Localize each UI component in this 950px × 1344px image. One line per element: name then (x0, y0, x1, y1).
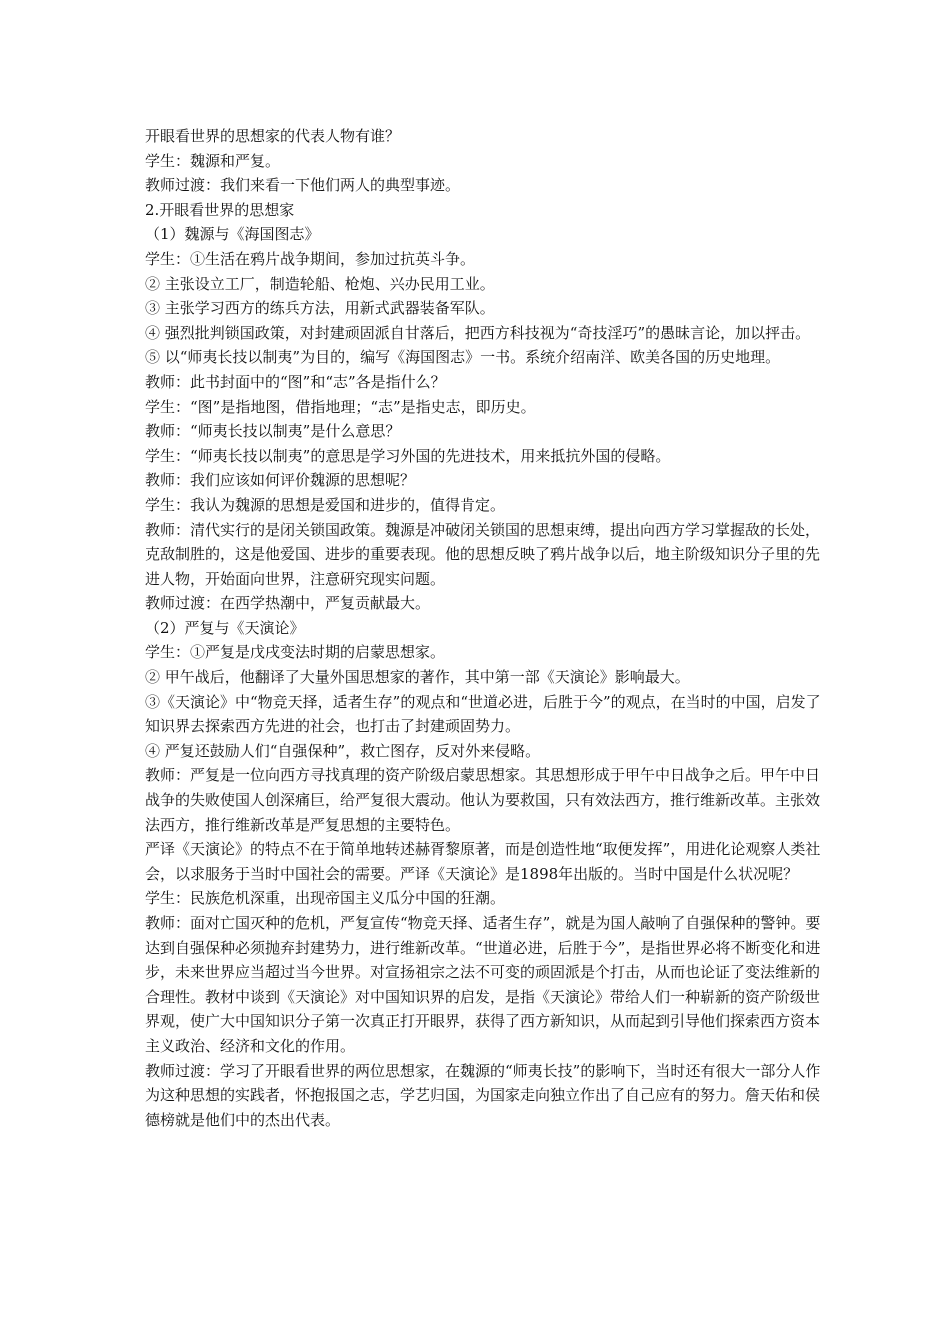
teacher-transition: 教师过渡：学习了开眼看世界的两位思想家，在魏源的“师夷长技”的影响下，当时还有很大一部分人作为这种思想的实践者，怀抱报国之志，学艺归国，为国家走向独立作出了自己应有的努力。詹天佑和侯德榜就是他们中的杰出代表。 (145, 1061, 821, 1129)
student-answer: 学生：“师夷长技以制夷”的意思是学习外国的先进技术，用来抵抗外国的侵略。 (145, 446, 671, 465)
teacher-question: 教师：此书封面中的“图”和“志”各是指什么？ (145, 372, 446, 391)
student-point-3: ③ 主张学习西方的练兵方法，用新式武器装备军队。 (145, 299, 495, 318)
document-body (145, 124, 825, 1132)
teacher-explanation: 教师：清代实行的是闭关锁国政策。魏源是冲破闭关锁国的思想束缚，提出向西方学习掌握敌的长处，克敌制胜的，这是他爱国、进步的重要表现。他的思想反映了鸦片战争以后，地主阶级知识分子里的先进人物，开始面向世界，注意研究现实问题。 (145, 520, 821, 588)
student-point-1: 学生：①生活在鸦片战争期间，参加过抗英斗争。 (145, 249, 476, 268)
teacher-explanation: 教师：严复是一位向西方寻找真理的资产阶级启蒙思想家。其思想形成于甲午中日战争之后。甲午中日战争的失败使国人创深痛巨，给严复很大震动。他认为要救国，只有效法西方，推行维新改革。主张效法西方，推行维新改革是严复思想的主要特色。 (145, 766, 821, 834)
teacher-question: 教师：“师夷长技以制夷”是什么意思？ (145, 422, 401, 441)
student-answer: 学生：民族危机深重，出现帝国主义瓜分中国的狂潮。 (145, 889, 506, 908)
student-point-2: ② 甲午战后，他翻译了大量外国思想家的著作，其中第一部《天演论》影响最大。 (145, 668, 690, 687)
section-heading: 2.开眼看世界的思想家 (145, 200, 295, 219)
student-point-2: ② 主张设立工厂，制造轮船、枪炮、兴办民用工业。 (145, 274, 495, 293)
question-line: 开眼看世界的思想家的代表人物有谁？ (145, 127, 401, 145)
student-answer: 学生：我认为魏源的思想是爱国和进步的，值得肯定。 (145, 495, 506, 514)
teacher-transition: 教师过渡：我们来看一下他们两人的典型事迹。 (145, 176, 461, 195)
student-point-1: 学生：①严复是戊戌变法时期的启蒙思想家。 (145, 643, 446, 662)
subsection-heading-weiyuan: （1）魏源与《海国图志》 (145, 225, 320, 244)
subsection-heading-yanfu: （2）严复与《天演论》 (145, 618, 305, 637)
paragraph: 严译《天演论》的特点不在于简单地转述赫胥黎原著，而是创造性地“取便发挥”，用进化论观察人类社会，以求服务于当时中国社会的需要。严译《天演论》是1898年出版的。当时中国是什么状况呢？ (145, 840, 821, 883)
student-answer: 学生：魏源和严复。 (145, 151, 281, 170)
student-point-5: ⑤ 以“师夷长技以制夷”为目的，编写《海国图志》一书。系统介绍南洋、欧美各国的历史地理。 (145, 348, 781, 367)
teacher-transition: 教师过渡：在西学热潮中，严复贡献最大。 (145, 594, 431, 613)
student-answer: 学生：“图”是指地图，借指地理；“志”是指史志，即历史。 (145, 397, 536, 416)
teacher-explanation: 教师：面对亡国灭种的危机，严复宣传“物竞天择、适者生存”，就是为国人敲响了自强保种的警钟。要达到自强保种必须抛弃封建势力，进行维新改革。“世道必进，后胜于今”，是指世界必将不断变化和进步，未来世界应当超过当今世界。对宣扬祖宗之法不可变的顽固派是个打击，从而也论证了变法维新的合理性。教材中谈到《天演论》对中国知识界的启发，是指《天演论》带给人们一种崭新的资产阶级世界观，使广大中国知识分子第一次真正打开眼界，获得了西方新知识，从而起到引导他们探索西方资本主义政治、经济和文化的作用。 (145, 914, 821, 1055)
student-point-3: ③《天演论》中“物竞天择，适者生存”的观点和“世道必进，后胜于今”的观点，在当时的中国，启发了知识界去探索西方先进的社会，也打击了封建顽固势力。 (145, 692, 821, 736)
teacher-question: 教师：我们应该如何评价魏源的思想呢？ (145, 471, 416, 490)
student-point-4: ④ 严复还鼓励人们“自强保种”，救亡图存，反对外来侵略。 (145, 741, 541, 760)
student-point-4: ④ 强烈批判锁国政策，对封建顽固派自甘落后，把西方科技视为“奇技淫巧”的愚昧言论，加以抨击。 (145, 323, 811, 342)
